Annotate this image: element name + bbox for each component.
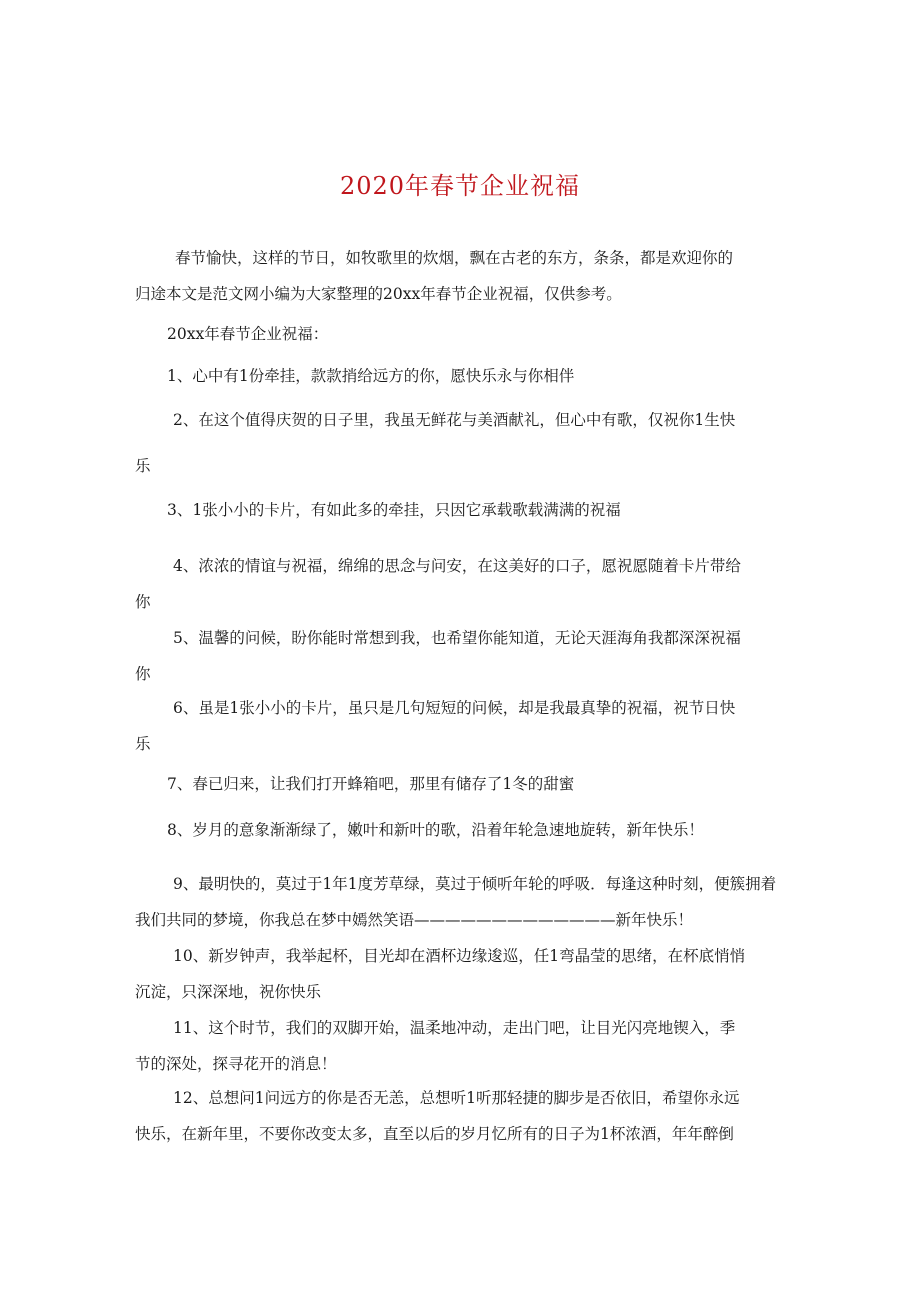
list-item-4 xyxy=(135,548,790,620)
document-title: 2020年春节企业祝福 xyxy=(339,172,581,200)
list-item-5 xyxy=(135,620,790,692)
list-item-line: 12、总想问1问远方的你是否无恙，总想听1听那轻捷的脚步是否依旧，希望你永远 xyxy=(173,1089,740,1107)
list-item-line: 乐 xyxy=(135,457,151,475)
list-item-2 xyxy=(135,402,790,484)
list-item-line: 11、这个时节，我们的双脚开始，温柔地冲动，走出门吧，让目光闪亮地锲入，季 xyxy=(173,1019,736,1037)
list-item-line: 2、在这个值得庆贺的日子里，我虽无鲜花与美酒献礼，但心中有歌，仅祝你1生快 xyxy=(173,411,736,429)
list-item-line: 4、浓浓的情谊与祝福，绵绵的思念与问安，在这美好的口子，愿祝愿随着卡片带给 xyxy=(173,557,741,575)
list-item-1: 1、心中有1份牵挂，款款捎给远方的你，愿快乐永与你相伴 xyxy=(167,367,575,385)
list-item-line: 10、新岁钟声，我举起杯，目光却在酒杯边缘逡巡，任1弯晶莹的思绪，在杯底悄悄 xyxy=(173,947,746,965)
list-item-line: 你 xyxy=(135,593,151,611)
list-item-6 xyxy=(135,690,790,762)
list-item-line: 6、虽是1张小小的卡片，虽只是几句短短的问候，却是我最真挚的祝福，祝节日快 xyxy=(173,699,736,717)
list-item-3: 3、1张小小的卡片，有如此多的牵挂，只因它承载歌载满满的祝福 xyxy=(167,501,621,519)
subheading: 20xx年春节企业祝福： xyxy=(167,325,329,343)
intro-paragraph xyxy=(135,240,790,312)
list-item-9 xyxy=(135,866,790,938)
list-item-10 xyxy=(135,938,790,1010)
list-item-line: 9、最明快的，莫过于1年1度芳草绿，莫过于倾听年轮的呼吸．每逢这种时刻，便簇拥着 xyxy=(173,875,777,893)
list-item-line: 乐 xyxy=(135,735,151,753)
list-item-8: 8、岁月的意象渐渐绿了，嫩叶和新叶的歌，沿着年轮急速地旋转，新年快乐！ xyxy=(167,821,704,839)
list-item-line: 5、温馨的问候，盼你能时常想到我，也希望你能知道，无论天涯海角我都深深祝福 xyxy=(173,629,741,647)
list-item-line: 我们共同的梦境，你我总在梦中嫣然笑语—————————————新年快乐！ xyxy=(135,911,694,929)
intro-line-2: 归途本文是范文网小编为大家整理的20xx年春节企业祝福，仅供参考。 xyxy=(135,285,622,303)
list-item-line: 节的深处，探寻花开的消息！ xyxy=(135,1055,337,1073)
list-item-line: 沉淀，只深深地，祝你快乐 xyxy=(135,983,322,1001)
list-item-line: 快乐，在新年里，不要你改变太多，直至以后的岁月忆所有的日子为1杯浓酒，年年醉倒 xyxy=(135,1125,734,1143)
list-item-7: 7、春已归来，让我们打开蜂箱吧，那里有储存了1冬的甜蜜 xyxy=(167,775,575,793)
intro-line-1: 春节愉快，这样的节日，如牧歌里的炊烟，飘在古老的东方，条条，都是欢迎你的 xyxy=(175,249,734,267)
list-item-11 xyxy=(135,1010,790,1082)
list-item-12 xyxy=(135,1080,790,1152)
list-item-line: 你 xyxy=(135,665,151,683)
